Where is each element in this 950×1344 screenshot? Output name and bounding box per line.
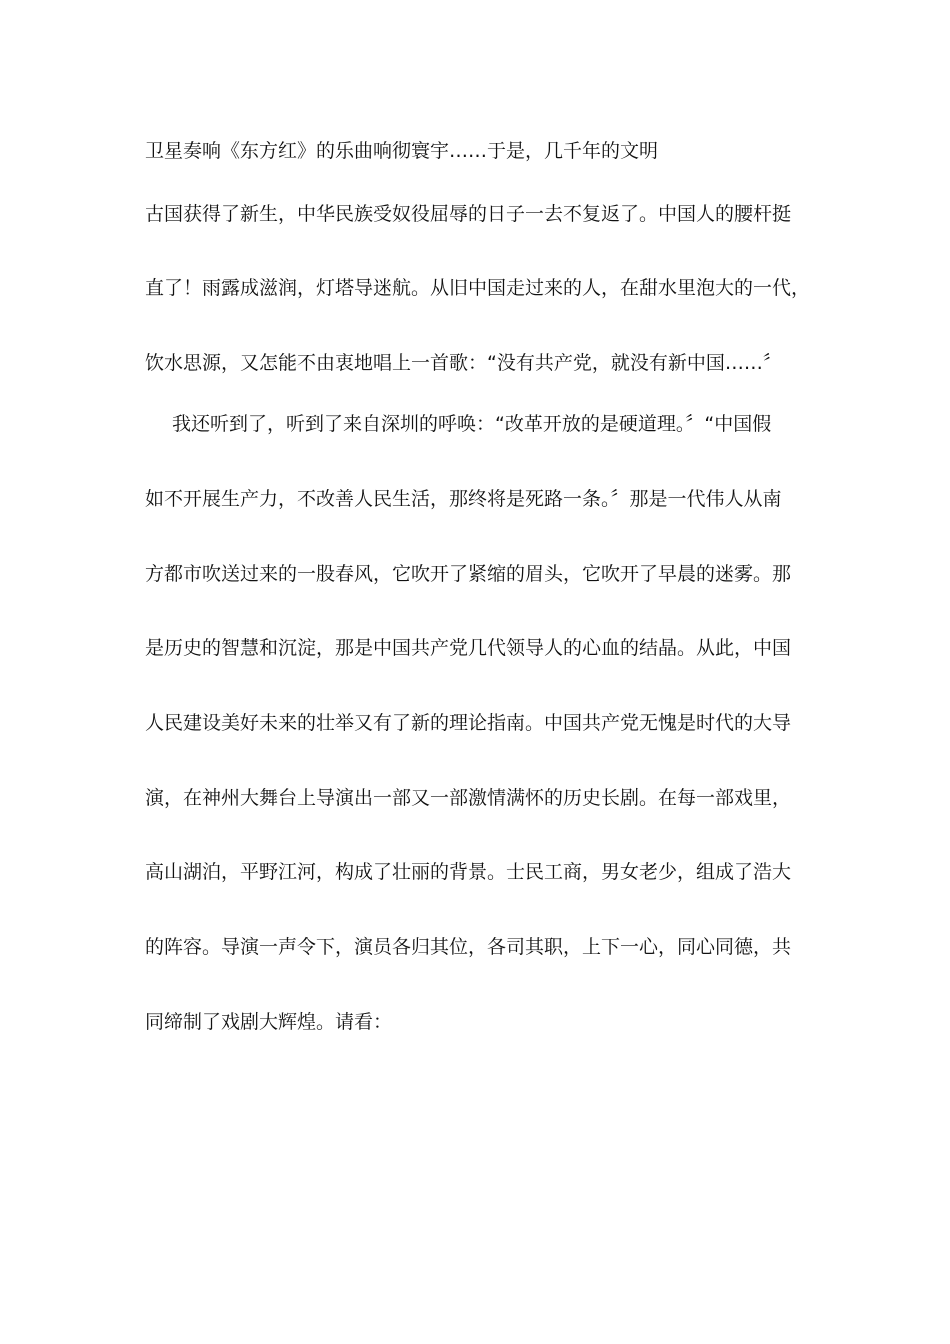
text-line: 高山湖泊，平野江河，构成了壮丽的背景。士民工商，男女老少，组成了浩大 [145,861,792,883]
text-line: 的阵容。导演一声令下，演员各归其位，各司其职，上下一心，同心同德，共 [145,936,792,958]
text-line: 直了！雨露成滋润，灯塔导迷航。从旧中国走过来的人，在甜水里泡大的一代， [145,277,811,299]
text-line: 方都市吹送过来的一股春风，它吹开了紧缩的眉头，它吹开了早晨的迷雾。那 [145,563,792,585]
text-line: 饮水思源，又怎能不由衷地唱上一首歌：“没有共产党，就没有新中国……〞 [145,352,782,374]
text-line: 演，在神州大舞台上导演出一部又一部激情满怀的历史长剧。在每一部戏里， [145,787,792,809]
text-line: 古国获得了新生，中华民族受奴役屈辱的日子一去不复返了。中国人的腰杆挺 [145,203,792,225]
text-line: 人民建设美好未来的壮举又有了新的理论指南。中国共产党无愧是时代的大导 [145,712,792,734]
text-line: 如不开展生产力，不改善人民生活，那终将是死路一条。〞那是一代伟人从南 [145,488,782,510]
text-line: 卫星奏响《东方红》的乐曲响彻寰宇……于是，几千年的文明 [145,140,659,162]
text-line: 我还听到了，听到了来自深圳的呼唤：“改革开放的是硬道理。〞“中国假 [172,413,772,435]
text-line: 是历史的智慧和沉淀，那是中国共产党几代领导人的心血的结晶。从此，中国 [145,637,792,659]
text-line: 同缔制了戏剧大辉煌。请看： [145,1011,393,1033]
